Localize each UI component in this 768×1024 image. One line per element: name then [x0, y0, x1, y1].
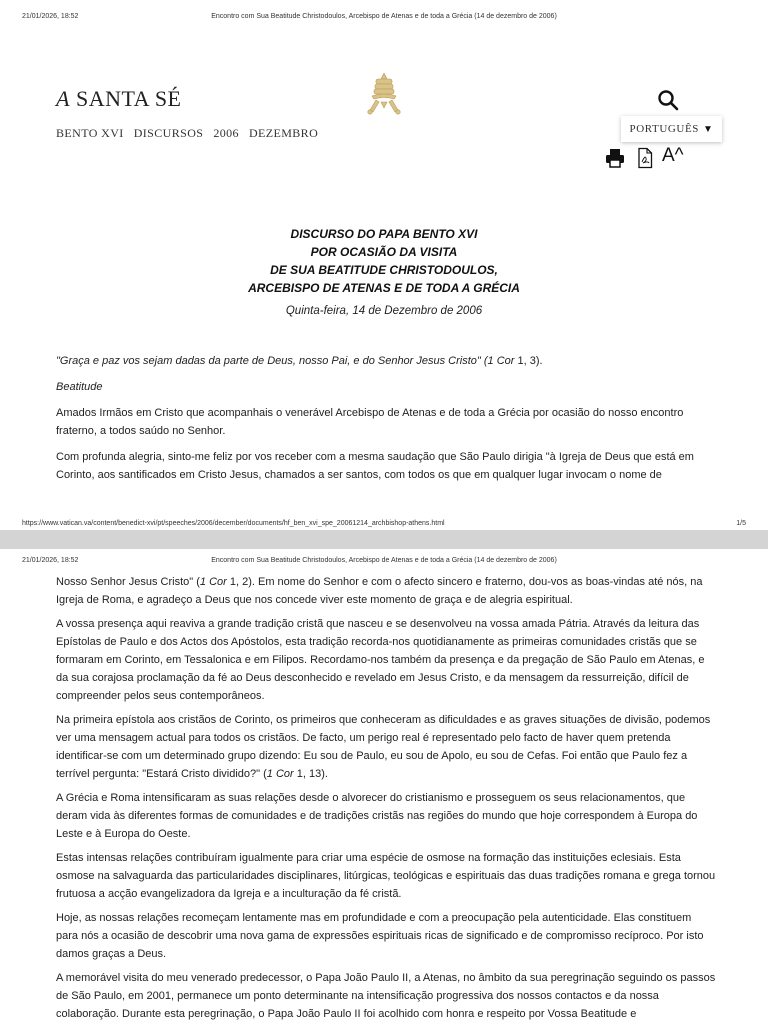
print-footer	[0, 520, 768, 530]
papal-crest-icon	[364, 72, 404, 116]
caret-down-icon: ▼	[703, 123, 714, 135]
paragraph: Estas intensas relações contribuíram igualmente para criar uma espécie de osmose na formação das instituições eclesiais. Esta osmose na salvaguarda das particularidades disciplinares, litúrgicas, teológicas e espirituais das duas tradições romana e grega tornou frutuosa a acção evangelizadora da Igreja e a inculturação da fé cristã.	[56, 852, 716, 900]
print-icon[interactable]	[604, 147, 626, 169]
print-doc-title: Encontro com Sua Beatitude Christodoulos, Arcebispo de Atenas e de toda a Grécia (14 de dezembro de 2006)	[211, 557, 557, 564]
article-body-part-1	[56, 352, 716, 492]
article-heading	[0, 225, 768, 297]
language-label: PORTUGUÊS	[629, 123, 700, 135]
print-header	[0, 13, 768, 23]
paragraph: Com profunda alegria, sinto-me feliz por vos receber com a mesma saudação que São Paulo dirigia "à Igreja de Deus que está em Corinto, aos santificados em Cristo Jesus, chamados a ser santos, com todos os que em qualquer lugar invocam o nome de	[56, 451, 694, 481]
article-date: Quinta-feira, 14 de Dezembro de 2006	[285, 305, 483, 317]
article-body-part-2	[56, 573, 716, 1024]
print-date: 21/01/2026, 18:52	[22, 557, 79, 564]
paragraph: A Grécia e Roma intensificaram as suas relações desde o alvorecer do cristianismo e prosseguem os seus relacionamentos, que deram vida às diferentes formas de comunidades e de tradições cristãs nas regiões do mundo que hoje correspondem à Europa do Leste e à Europa do Oeste.	[56, 792, 698, 840]
site-title-rest: SANTA SÉ	[69, 86, 182, 111]
breadcrumb-item[interactable]: DISCURSOS	[133, 126, 204, 140]
print-url: https://www.vatican.va/content/benedict-xvi/pt/speeches/2006/december/documents/hf_ben_xvi_spe_20061214_archbishop-athens.html	[22, 520, 445, 527]
search-icon[interactable]	[656, 88, 680, 112]
site-title[interactable]	[56, 86, 182, 112]
heading-line: POR OCASIÃO DA VISITA	[310, 245, 458, 259]
breadcrumb-item[interactable]: BENTO XVI	[56, 126, 124, 140]
language-select[interactable]	[621, 116, 722, 142]
heading-line: ARCEBISPO DE ATENAS E DE TODA A GRÉCIA	[248, 281, 520, 295]
breadcrumb-item[interactable]: 2006	[213, 126, 239, 140]
print-date: 21/01/2026, 18:52	[22, 13, 79, 20]
print-header	[0, 557, 768, 567]
font-size-label: A^	[662, 145, 684, 166]
pdf-icon[interactable]	[634, 147, 656, 169]
paragraph: A memorável visita do meu venerado predecessor, o Papa João Paulo II, a Atenas, no âmbito da sua peregrinação seguindo os passos de São Paulo, em 2001, permanece um ponto determinante na intensificação progressiva dos nossos contactos e da nossa colaboração. Durante esta peregrinação, o Papa João Paulo II foi acolhido com honra e respeito por Vossa Beatitude e	[56, 972, 716, 1020]
opening-quote: "Graça e paz vos sejam dadas da parte de Deus, nosso Pai, e do Senhor Jesus Cristo" (1 Cor 1, 3).	[56, 355, 543, 367]
font-size-button[interactable]	[662, 145, 688, 167]
site-title-prefix: A	[56, 86, 70, 111]
breadcrumb-item[interactable]: DEZEMBRO	[248, 126, 319, 140]
print-page-number: 1/5	[736, 520, 746, 527]
paragraph: Hoje, as nossas relações recomeçam lentamente mas em profundidade e com a preocupação pela autenticidade. Elas constituem para nós a ocasião de descobrir uma nova gama de expressões espirituais ricas de significado e de compromisso recíproco. Por isto damos graças a Deus.	[56, 912, 704, 960]
paragraph: Na primeira epístola aos cristãos de Corinto, os primeiros que conheceram as dificuldades e as graves situações de divisão, podemos ver uma mensagem actual para todos os cristãos. De facto, um perigo real é representado pelo facto de haver quem pretenda identificar-se com um determinado grupo dizendo: Eu sou de Paulo, eu sou de Apolo, eu sou de Cefas. Foi então que Paulo fez a terrível pergunta: "Estará Cristo dividido?" (1 Cor 1, 13).	[56, 714, 711, 780]
print-doc-title: Encontro com Sua Beatitude Christodoulos, Arcebispo de Atenas e de toda a Grécia (14 de dezembro de 2006)	[211, 13, 557, 20]
paragraph: Nosso Senhor Jesus Cristo" (1 Cor 1, 2). Em nome do Senhor e com o afecto sincero e fraterno, dou-vos as boas-vindas até nós, na Igreja de Roma, e agradeço a Deus que nos concede viver este momento de graça e de alegria espiritual.	[56, 576, 703, 606]
breadcrumb	[56, 126, 318, 141]
print-page-2	[0, 549, 768, 1024]
salutation: Beatitude	[56, 381, 103, 393]
paragraph: A vossa presença aqui reaviva a grande tradição cristã que nasceu e se desenvolveu na vossa amada Pátria. Através da leitura das Epístolas de Paulo e dos Actos dos Apóstolos, esta tradição recorda-nos quotidianamente as primeiras comunidades cristãs que se formaram em Corinto, em Tessalonica e em Filipos. Recordamo-nos também da presença e da pregação de São Paulo em Atenas, e da sua corajosa proclamação da fé ao Deus desconhecido e revelado em Jesus Cristo, e da mensagem da ressurreição, difícil de compreender pelos seus contemporâneos.	[56, 618, 705, 702]
paragraph: Amados Irmãos em Cristo que acompanhais o venerável Arcebispo de Atenas e de toda a Grécia por ocasião do nosso encontro fraterno, a todos saúdo no Senhor.	[56, 407, 684, 437]
heading-line: DISCURSO DO PAPA BENTO XVI	[290, 227, 478, 241]
heading-line: DE SUA BEATITUDE CHRISTODOULOS,	[270, 263, 498, 277]
